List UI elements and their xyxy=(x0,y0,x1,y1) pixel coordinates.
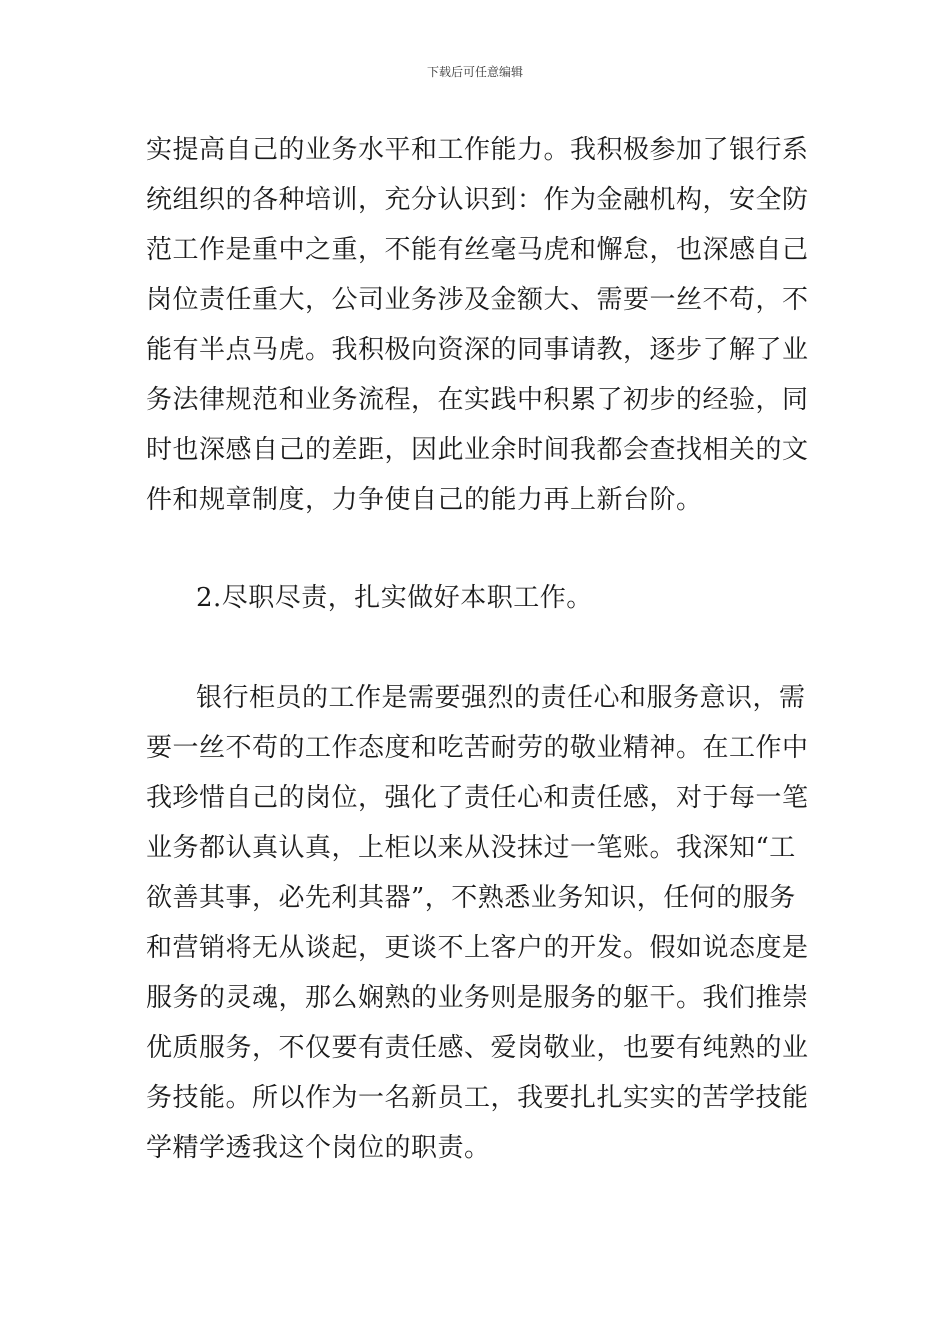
paragraph-line: 服务的灵魂，那么娴熟的业务则是服务的躯干。我们推崇 xyxy=(146,983,809,1013)
page-header: 下载后可任意编辑 xyxy=(426,65,523,79)
paragraph-line: 件和规章制度，力争使自己的能力再上新台阶。 xyxy=(146,485,703,515)
paragraph-line: 欲善其事，必先利其器”，不熟悉业务知识，任何的服务 xyxy=(146,883,796,913)
paragraph-line: 和营销将无从谈起，更谈不上客户的开发。假如说态度是 xyxy=(146,933,809,963)
paragraph-line: 范工作是重中之重，不能有丝毫马虎和懈怠，也深感自己 xyxy=(146,235,809,265)
paragraph-line: 业务都认真认真，上柜以来从没抹过一笔账。我深知“工 xyxy=(146,833,796,863)
paragraph-line: 时也深感自己的差距，因此业余时间我都会查找相关的文 xyxy=(146,435,809,465)
paragraph-line: 实提高自己的业务水平和工作能力。我积极参加了银行系 xyxy=(146,135,809,165)
section-heading: 2.尽职尽责，扎实做好本职工作。 xyxy=(196,583,593,613)
paragraph-line: 学精学透我这个岗位的职责。 xyxy=(146,1133,491,1163)
paragraph-line: 务法律规范和业务流程，在实践中积累了初步的经验，同 xyxy=(146,385,809,415)
paragraph-line: 岗位责任重大，公司业务涉及金额大、需要一丝不苟，不 xyxy=(146,285,809,315)
paragraph-line: 务技能。所以作为一名新员工，我要扎扎实实的苦学技能 xyxy=(146,1083,809,1113)
paragraph-line: 银行柜员的工作是需要强烈的责任心和服务意识，需 xyxy=(196,683,806,713)
paragraph-line: 要一丝不苟的工作态度和吃苦耐劳的敬业精神。在工作中 xyxy=(146,733,809,763)
paragraph-line: 能有半点马虎。我积极向资深的同事请教，逐步了解了业 xyxy=(146,335,809,365)
paragraph-line: 我珍惜自己的岗位，强化了责任心和责任感，对于每一笔 xyxy=(146,783,809,813)
paragraph-line: 统组织的各种培训，充分认识到：作为金融机构，安全防 xyxy=(146,185,809,215)
paragraph-line: 优质服务，不仅要有责任感、爱岗敬业，也要有纯熟的业 xyxy=(146,1033,809,1063)
